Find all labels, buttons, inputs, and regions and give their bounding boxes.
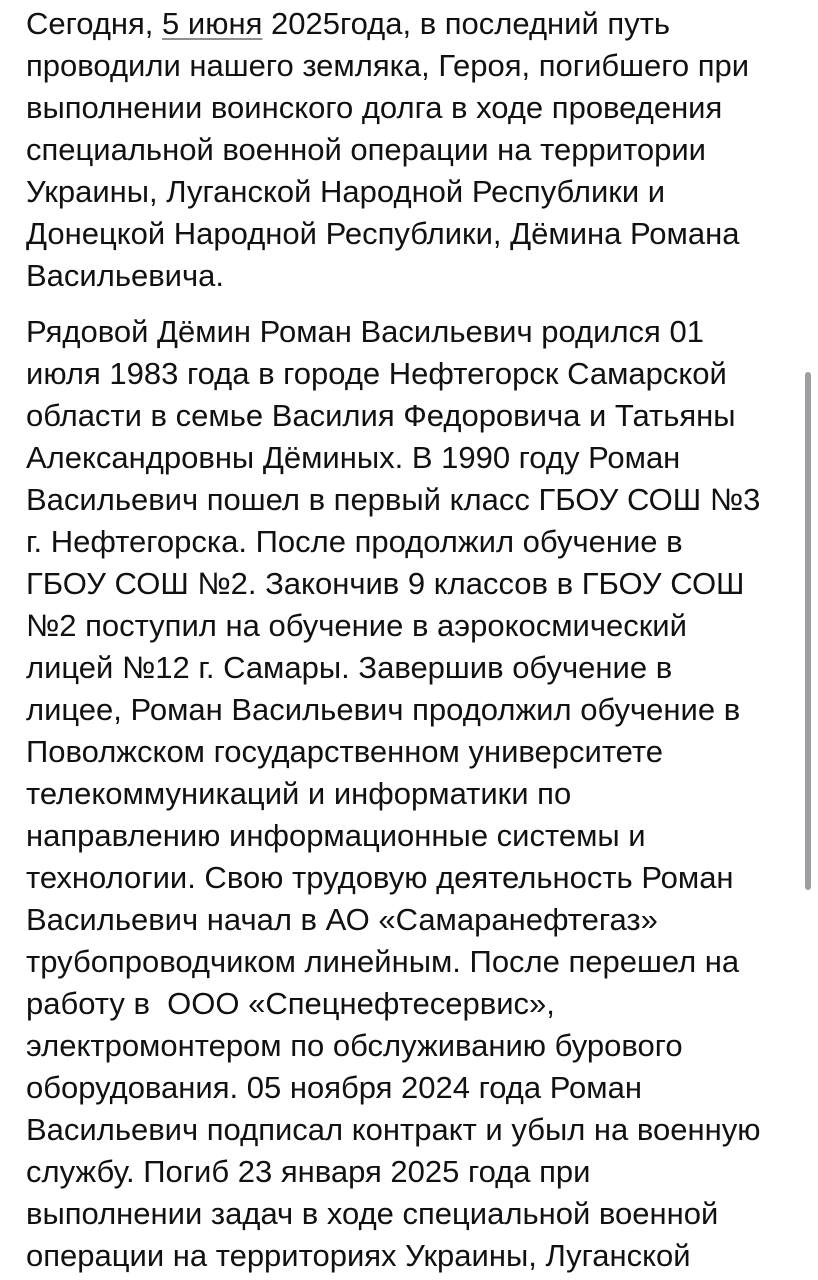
text-line: Васильевич подписал контракт и убыл на военную [26,1112,761,1147]
text-line: трубопроводчиком линейным. После перешел на [26,944,740,979]
text-line: электромонтером по обслуживанию бурового [26,1028,683,1063]
text-line: специальной военной операции на территории [26,132,706,167]
text-line: №2 поступил на обучение в аэрокосмический [26,608,687,643]
paragraph-funeral [26,3,749,297]
date-link[interactable]: 5 июня [162,6,263,41]
text-line: проводили нашего земляка, Героя, погибшего при [26,48,750,83]
text-line: июля 1983 года в городе Нефтегорск Самарской [26,356,727,391]
text-fragment: 2025года, в последний путь [262,6,671,41]
paragraph-biography [26,311,761,1277]
text-line: выполнении задач в ходе специальной военной [26,1196,719,1231]
text-line: Украины, Луганской Народной Республики и [26,174,666,209]
text-line: Поволжском государственном университете [26,734,663,769]
text-line: технологии. Свою трудовую деятельность Роман [26,860,734,895]
text-line: операции на территориях Украины, Луганской [26,1238,691,1273]
text-line: работу в ООО «Спецнефтесервис», [26,986,555,1021]
text-line: службу. Погиб 23 января 2025 года при [26,1154,591,1189]
text-line: Рядовой Дёмин Роман Васильевич родился 01 [26,314,704,349]
text-line [26,3,749,45]
text-line: Васильевича. [26,258,225,293]
text-line: г. Нефтегорска. После продолжил обучение в [26,524,683,559]
text-line: области в семье Василия Федоровича и Татьяны [26,398,736,433]
text-line: выполнении воинского долга в ходе проведения [26,90,723,125]
text-line: телекоммуникаций и информатики по [26,776,572,811]
text-line: направлению информационные системы и [26,818,646,853]
text-line: Васильевич начал в АО «Самаранефтегаз» [26,902,658,937]
text-line: Васильевич пошел в первый класс ГБОУ СОШ №3 [26,482,761,517]
vertical-scrollbar[interactable] [805,372,811,890]
text-line: лицее, Роман Васильевич продолжил обучение в [26,692,741,727]
text-line: ГБОУ СОШ №2. Закончив 9 классов в ГБОУ СОШ [26,566,745,601]
text-fragment: Сегодня, [26,6,163,41]
text-line: Донецкой Народной Республики, Дёмина Романа [26,216,740,251]
text-line: оборудования. 05 ноября 2024 года Роман [26,1070,642,1105]
text-line: Александровны Дёминых. В 1990 году Роман [26,440,681,475]
text-line: лицей №12 г. Самары. Завершив обучение в [26,650,673,685]
